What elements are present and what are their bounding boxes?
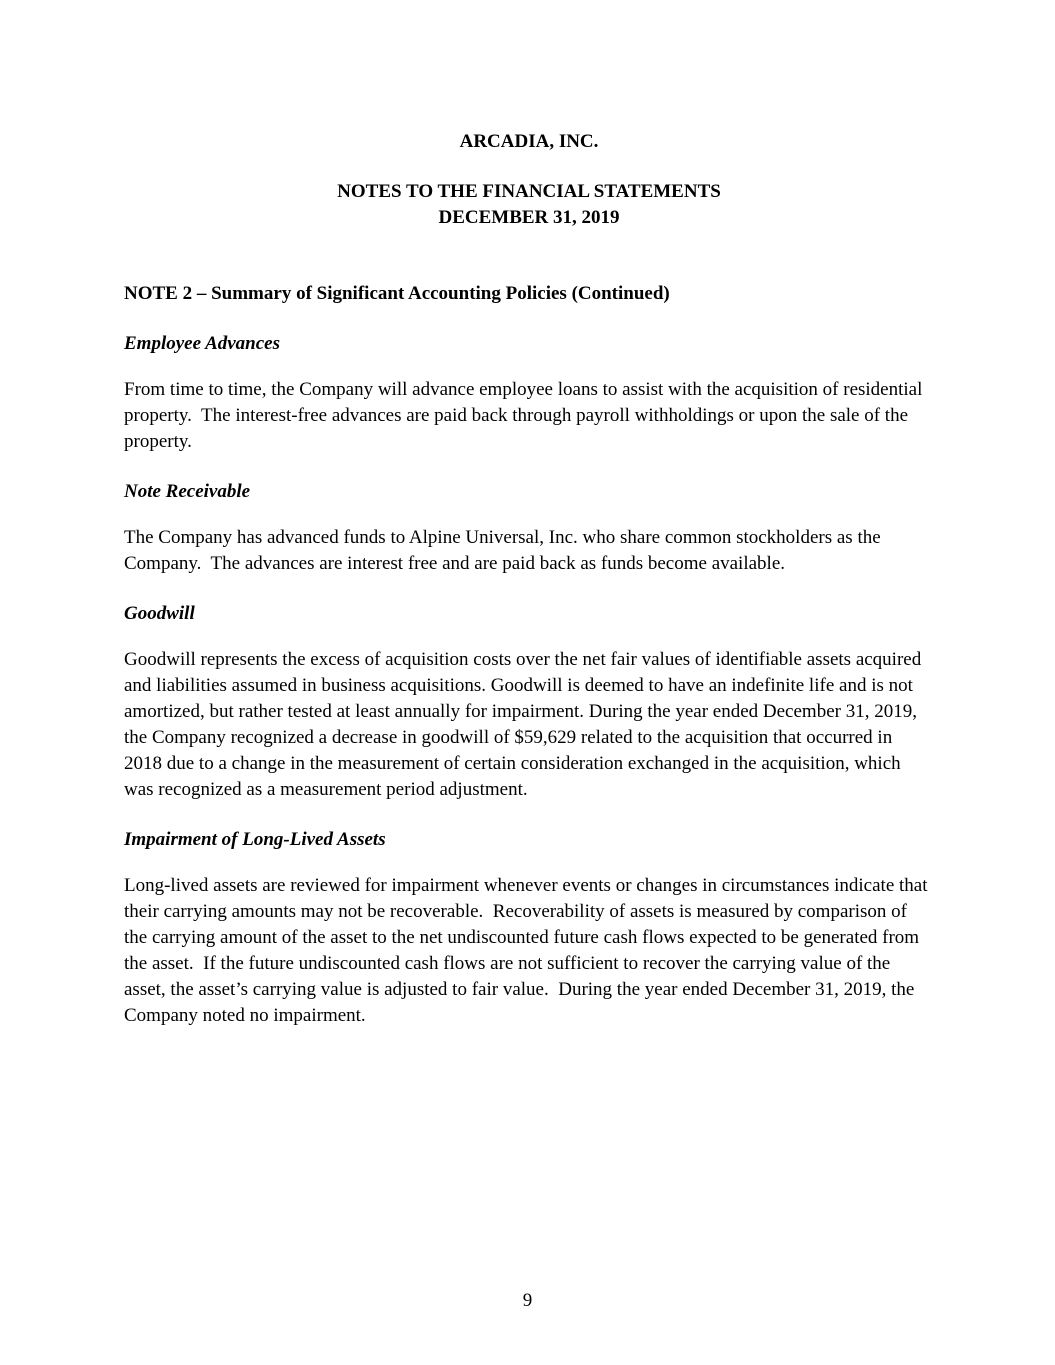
company-name: ARCADIA, INC. xyxy=(459,131,599,152)
section-note-receivable xyxy=(124,479,934,577)
section-heading-impairment: Impairment of Long-Lived Assets xyxy=(124,829,386,850)
section-body-goodwill: Goodwill represents the excess of acquisition costs over the net fair values of identifiable assets acquired and liabilities assumed in business acquisitions. Goodwill is deemed to have an indefinite life and is not amortized, but rather tested at least annually for impairment. During the year ended December 31, 2019, the Company recognized a decrease in goodwill of $59,629 related to the acquisition that occurred in 2018 due to a change in the measurement of certain consideration exchanged in the acquisition, which was recognized as a measurement period adjustment. xyxy=(124,649,926,800)
section-employee-advances xyxy=(124,331,934,455)
section-heading-goodwill: Goodwill xyxy=(124,603,195,624)
section-heading-employee-advances: Employee Advances xyxy=(124,333,281,354)
section-impairment xyxy=(124,827,934,1029)
section-body-note-receivable: The Company has advanced funds to Alpine Universal, Inc. who share common stockholders as the Company. The advances are interest free and are paid back as funds become available. xyxy=(124,527,886,574)
section-heading-note-receivable: Note Receivable xyxy=(124,481,251,502)
page-number: 9 xyxy=(522,1290,533,1311)
section-body-impairment: Long-lived assets are reviewed for impairment whenever events or changes in circumstances indicate that their carrying amounts may not be recoverable. Recoverability of assets is measured by comparison of the carrying amount of the asset to the net undiscounted future cash flows expected to be generated from the asset. If the future undiscounted cash flows are not sufficient to recover the carrying value of the asset, the asset’s carrying value is adjusted to fair value. During the year ended December 31, 2019, the Company noted no impairment. xyxy=(124,875,933,1026)
title-line-2: DECEMBER 31, 2019 xyxy=(438,207,620,228)
document-title xyxy=(124,179,934,231)
note-heading: NOTE 2 – Summary of Significant Accounting Policies (Continued) xyxy=(124,283,670,304)
section-goodwill xyxy=(124,601,934,803)
title-line-1: NOTES TO THE FINANCIAL STATEMENTS xyxy=(337,181,721,202)
section-body-employee-advances: From time to time, the Company will advance employee loans to assist with the acquisition of residential property. The interest-free advances are paid back through payroll withholdings or upon the sale of the property. xyxy=(124,379,928,452)
